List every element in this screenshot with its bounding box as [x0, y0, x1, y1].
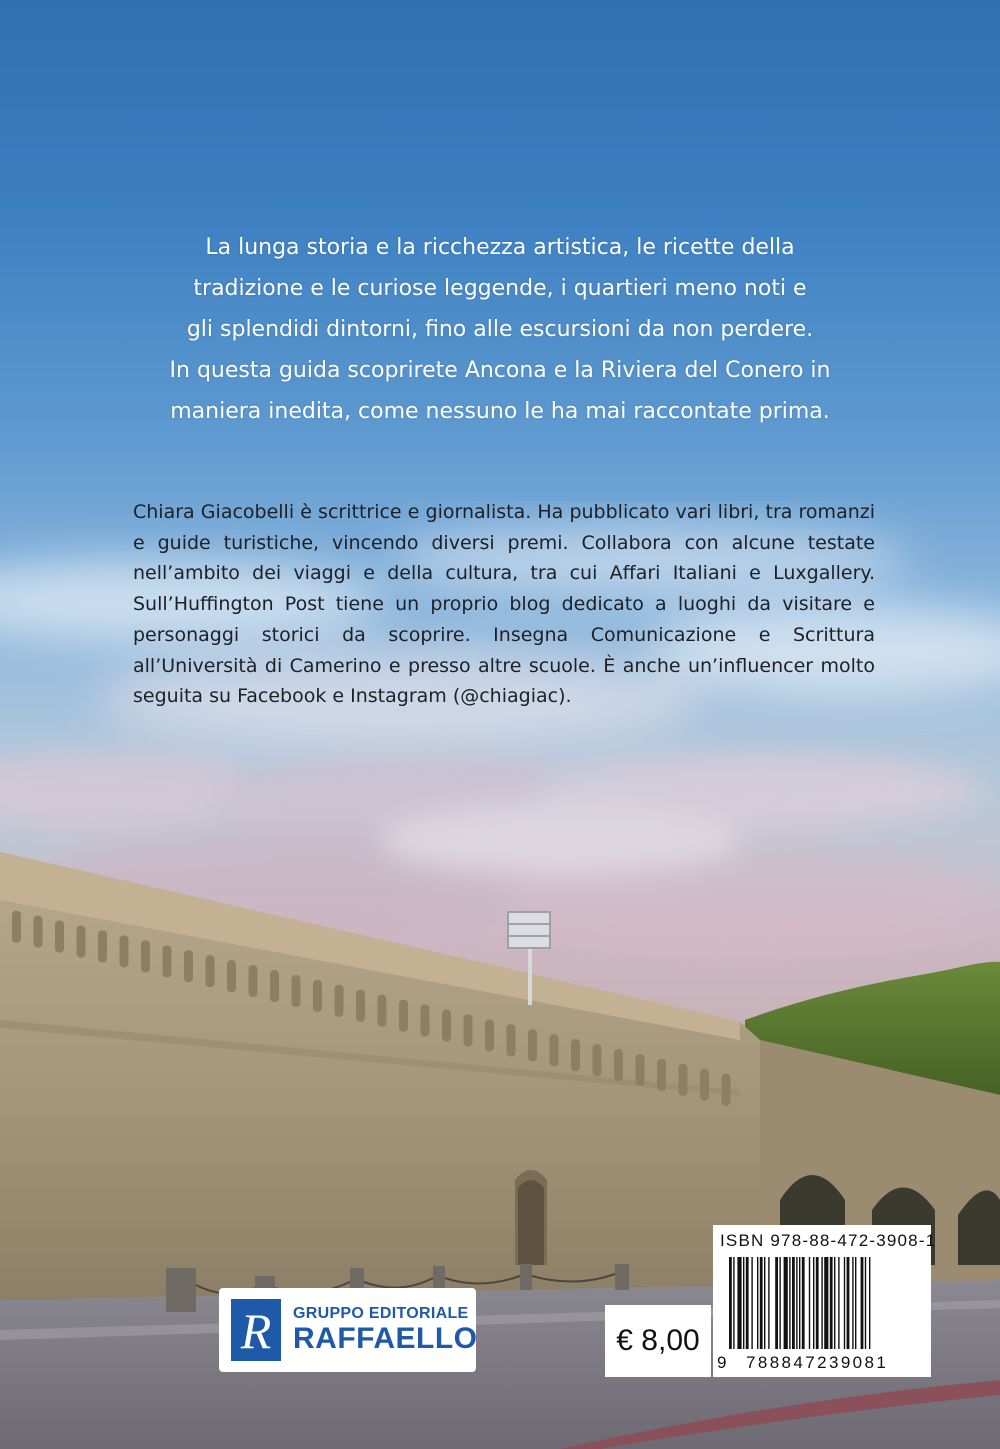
barcode-bar	[796, 1257, 797, 1349]
barcode-bar	[869, 1257, 870, 1349]
barcode-bar	[760, 1257, 763, 1349]
wall-loophole	[335, 985, 344, 1017]
author-bio-text: Chiara Giacobelli è scrittrice e giornalista. Ha pubblicato vari libri, tra romanzi e guide turistiche, vincendo diversi premi. Collabora con alcune testate nell’ambito dei viaggi e della cultura, tra cui Affari Italiani e Luxgallery. Sull’Huffington Post tiene un proprio blog dedicato a luoghi da visitare e personaggi storici da scoprire. Insegna Comunicazione e Scrittura all’Università di Camerino e presso altre scuole. È anche un’influencer molto seguita su Facebook e Instagram (@chiagiac).	[133, 501, 875, 708]
intro-line: gli splendidi dintorni, fino alle escursioni da non perdere.	[186, 317, 814, 342]
author-bio	[133, 497, 875, 712]
barcode-bar	[799, 1257, 800, 1349]
barcode-bar	[852, 1257, 853, 1349]
barcode-bar	[824, 1257, 828, 1349]
barcode-bar	[746, 1257, 749, 1349]
barcode-bar	[816, 1257, 819, 1349]
wall-loophole	[507, 1024, 516, 1056]
price-value: € 8,00	[616, 1324, 700, 1357]
ean-remaining-digits: 788847239081	[745, 1353, 889, 1372]
wall-loophole	[722, 1074, 731, 1106]
wall-loophole	[356, 990, 365, 1022]
barcode-bar	[847, 1257, 850, 1349]
intro-line: In questa guida scoprirete Ancona e la Riviera del Conero in	[169, 358, 831, 383]
publisher-logo	[219, 1288, 476, 1372]
barcode-bar	[861, 1257, 864, 1349]
wall-loophole	[464, 1014, 473, 1046]
wall-loophole	[636, 1054, 645, 1086]
wall-loophole	[700, 1069, 709, 1101]
wall-loophole	[184, 950, 193, 982]
barcode-bar	[775, 1257, 778, 1349]
publisher-name-line1: GRUPPO EDITORIALE	[293, 1305, 469, 1322]
wall-loophole	[657, 1059, 666, 1091]
wall-loophole	[270, 970, 279, 1002]
wall-loophole	[485, 1019, 494, 1051]
wall-loophole	[206, 955, 215, 987]
intro-line: La lunga storia e la ricchezza artistica, le ricette della	[205, 235, 795, 260]
wall-loophole	[313, 980, 322, 1012]
barcode-bar	[809, 1257, 810, 1349]
isbn-number: ISBN 978-88-472-3908-1	[720, 1231, 937, 1250]
barcode-bar	[802, 1257, 805, 1349]
wall-loophole	[55, 921, 64, 953]
wall-loophole	[550, 1034, 559, 1066]
publisher-mark-letter: R	[240, 1303, 272, 1358]
wall-loophole	[528, 1029, 537, 1061]
wall-loophole	[421, 1005, 430, 1037]
wall-loophole	[292, 975, 301, 1007]
wall-loophole	[614, 1049, 623, 1081]
barcode-bars	[717, 1257, 927, 1353]
barcode-bar	[792, 1257, 795, 1349]
barcode-bar	[743, 1257, 744, 1349]
barcode-bar	[751, 1257, 752, 1349]
wall-loophole	[249, 965, 258, 997]
wall-loophole	[77, 926, 86, 958]
intro-line: tradizione e le curiose leggende, i quartieri meno noti e	[193, 276, 807, 301]
wall-loophole	[571, 1039, 580, 1071]
barcode-bar	[789, 1257, 790, 1349]
publisher-name-line2: RAFFAELLO	[293, 1322, 478, 1355]
price-label	[605, 1305, 711, 1377]
barcode-bar	[834, 1257, 835, 1349]
barcode-bar	[784, 1257, 788, 1349]
barcode-bar	[821, 1257, 822, 1349]
intro-line: maniera inedita, come nessuno le ha mai raccontate prima.	[170, 399, 830, 424]
wall-loophole	[227, 960, 236, 992]
wall-loophole	[98, 931, 107, 963]
barcode-bar	[830, 1257, 833, 1349]
wall-loophole	[378, 995, 387, 1027]
wall-loophole	[679, 1064, 688, 1096]
wall-loophole	[120, 935, 129, 967]
wall-loophole	[163, 945, 172, 977]
barcode-bar	[779, 1257, 780, 1349]
publisher-name	[293, 1305, 478, 1355]
barcode-bar	[844, 1257, 845, 1349]
barcode-bar	[855, 1257, 856, 1349]
barcode-bar	[865, 1257, 866, 1349]
barcode-bar	[813, 1257, 814, 1349]
barcode-bar	[757, 1257, 758, 1349]
wall-loophole	[442, 1010, 451, 1042]
intro-paragraph	[110, 227, 890, 432]
publisher-mark-icon	[231, 1299, 281, 1361]
ean-first-digit: 9	[717, 1353, 729, 1372]
barcode-bar	[764, 1257, 765, 1349]
barcode-bar	[729, 1257, 732, 1349]
r-letter-icon	[231, 1302, 281, 1358]
barcode-bar	[733, 1257, 734, 1349]
wall-loophole	[34, 916, 43, 948]
wall-loophole	[593, 1044, 602, 1076]
wall-loophole	[141, 940, 150, 972]
barcode-bar	[768, 1257, 769, 1349]
wall-loophole	[399, 1000, 408, 1032]
isbn-barcode	[713, 1225, 937, 1377]
ean-digits	[717, 1353, 927, 1373]
barcode-bar	[737, 1257, 741, 1349]
barcode-bar	[838, 1257, 839, 1349]
wall-loophole	[12, 911, 21, 943]
